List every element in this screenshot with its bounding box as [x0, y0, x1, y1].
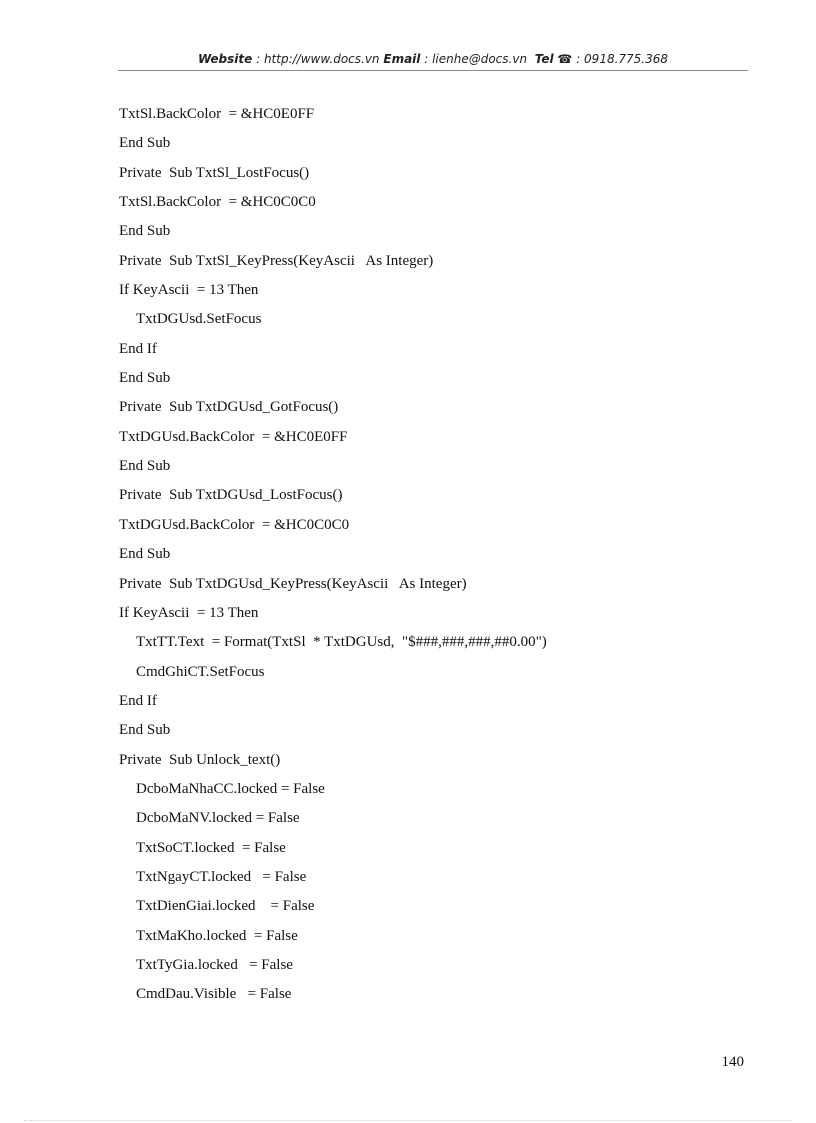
code-line: CmdDau.Visible = False [136, 986, 292, 1003]
code-line: TxtDGUsd.BackColor = &HC0E0FF [119, 428, 348, 445]
code-line: TxtDGUsd.BackColor = &HC0C0C0 [119, 516, 350, 533]
code-line: TxtSl.BackColor = &HC0C0C0 [119, 194, 316, 211]
code-listing [119, 104, 749, 1014]
code-line: End Sub [119, 370, 171, 387]
code-line: End If [119, 692, 157, 709]
code-line: Private Sub Unlock_text() [119, 751, 281, 768]
website-label: Website [197, 52, 253, 66]
code-line: TxtTyGia.locked = False [136, 956, 293, 973]
code-line: End Sub [119, 722, 171, 739]
code-line: CmdGhiCT.SetFocus [136, 663, 265, 680]
tel-label: Tel [534, 52, 554, 66]
code-line: End Sub [119, 223, 171, 240]
website-separator: : [252, 52, 264, 66]
code-line: TxtMaKho.locked = False [136, 927, 298, 944]
code-line: Private Sub TxtDGUsd_KeyPress(KeyAscii As Integer) [119, 575, 467, 592]
code-line: TxtNgayCT.locked = False [136, 868, 307, 885]
tel-number: 0918.775.368 [584, 52, 669, 66]
email-address: lienhe@docs.vn [432, 52, 528, 66]
phone-icon: ☎ [557, 52, 573, 66]
code-line: TxtSl.BackColor = &HC0E0FF [119, 106, 315, 122]
code-line: Private Sub TxtDGUsd_GotFocus() [119, 399, 339, 416]
email-label: Email [383, 52, 421, 66]
code-line: DcboMaNhaCC.locked = False [136, 780, 325, 797]
code-line: DcboMaNV.locked = False [136, 810, 300, 827]
website-url: http://www.docs.vn [263, 52, 380, 66]
email-separator: : [420, 52, 433, 66]
code-line: End Sub [119, 546, 171, 563]
code-line: Private Sub TxtSl_KeyPress(KeyAscii As Integer) [119, 252, 434, 269]
code-line: End If [119, 340, 157, 357]
code-line: End Sub [119, 135, 171, 152]
code-line: End Sub [119, 458, 171, 475]
code-line: TxtSoCT.locked = False [136, 839, 286, 856]
code-line: If KeyAscii = 13 Then [119, 604, 259, 621]
code-line: TxtDGUsd.SetFocus [136, 311, 262, 328]
code-line: Private Sub TxtDGUsd_LostFocus() [119, 487, 343, 504]
page-number: 140 [721, 1054, 744, 1070]
page-bottom-border [24, 1120, 792, 1121]
code-line: TxtTT.Text = Format(TxtSl * TxtDGUsd, "$###,###,###,##0.00") [136, 634, 547, 651]
header-divider [118, 70, 748, 71]
code-line: Private Sub TxtSl_LostFocus() [119, 164, 310, 181]
tel-separator: : [572, 52, 585, 66]
code-line: If KeyAscii = 13 Then [119, 282, 259, 299]
page-header [118, 52, 748, 66]
code-line: TxtDienGiai.locked = False [136, 898, 315, 915]
